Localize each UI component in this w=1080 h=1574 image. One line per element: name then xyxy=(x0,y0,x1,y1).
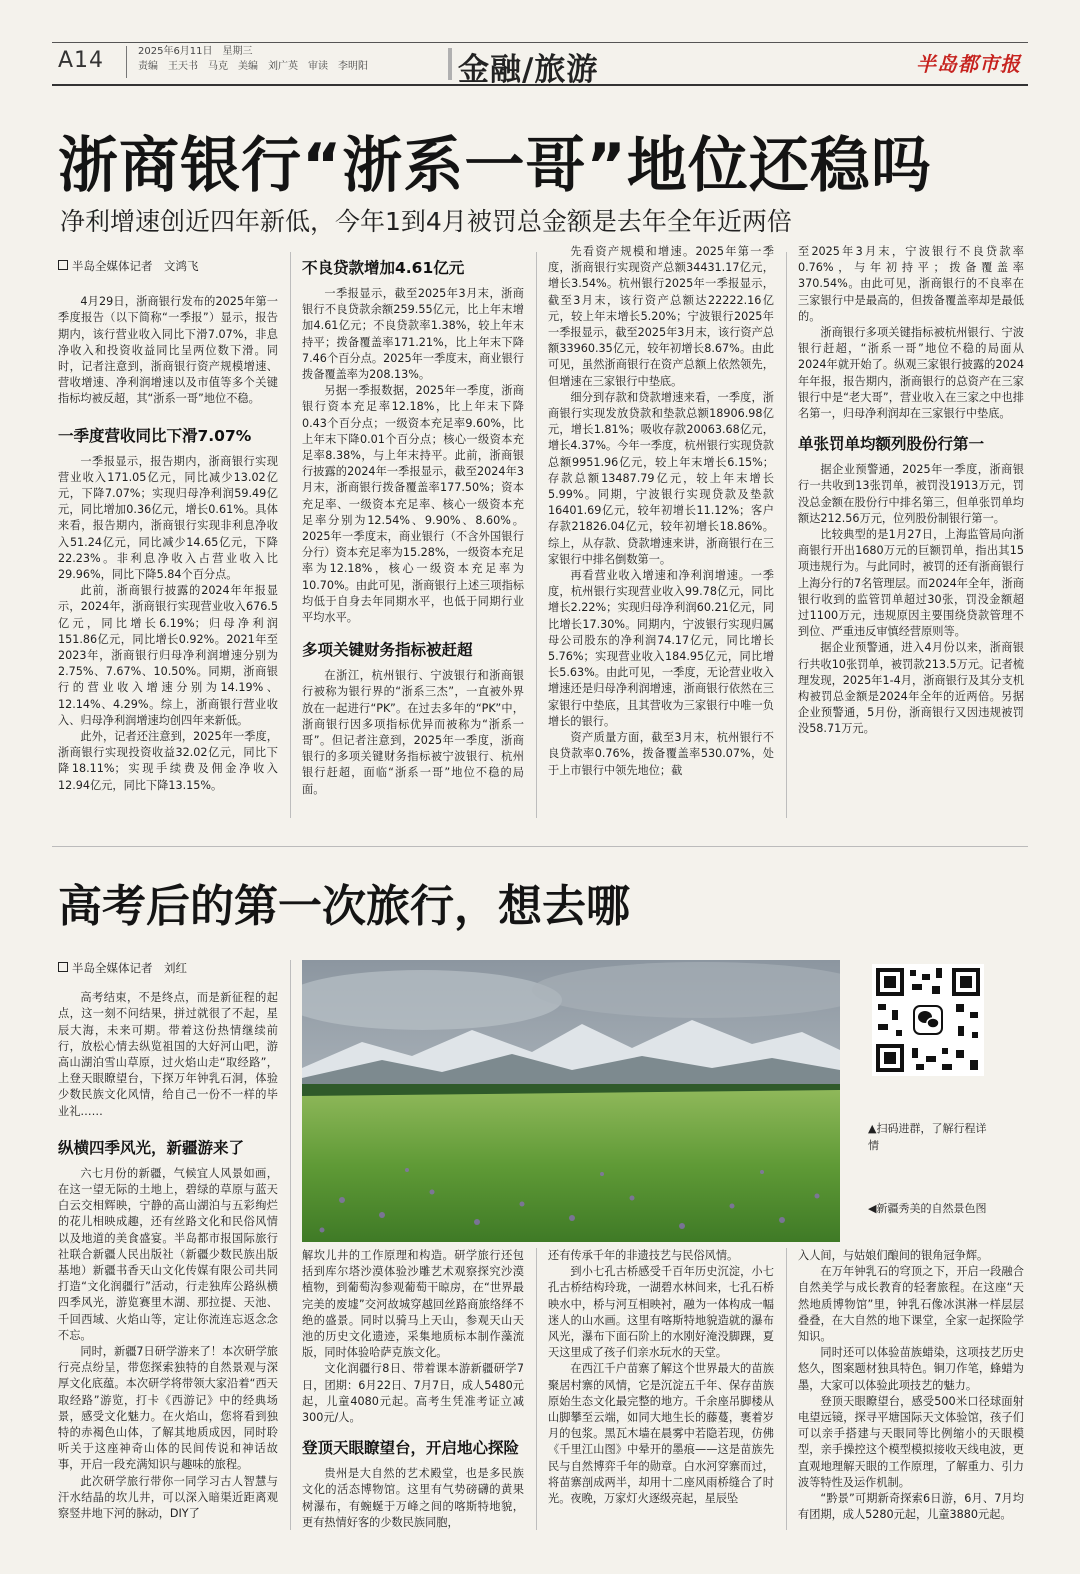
paragraph: 到小七孔古桥感受千百年历史沉淀，小七孔古桥结构玲珑，一湖碧水林间来，七孔石桥映水中，桥与河互相映衬，融为一体构成一幅迷人的山水画。这里有喀斯特地貌造就的瀑布风光，瀑布下面石阶上的水刚好淹没脚踝，夏天这里成了孩子们亲水玩水的天堂。 xyxy=(548,1265,774,1360)
paragraph: 高考结束，不是终点，而是新征程的起点，这一刻不问结果，拼过就很了不起，星辰大海，未来可期。带着这份热情继续前行，放松心情去纵览祖国的大好河山吧，游高山湖泊雪山草原，过火焰山走“取经路”，上登天眼瞭望台，下探万年钟乳石洞，体验少数民族文化风情，给自己一份不一样的毕业礼…… xyxy=(58,991,278,1118)
paragraph: 再看营业收入增速和净利润增速。一季度，杭州银行实现营业收入99.78亿元，同比增长2.22%；实现归母净利润60.21亿元，同比增长17.30%。同期内，宁波银行实现归属母公司股东的净利润74.17亿元，同比增长5.76%；实现营业收入184.95亿元，同比增长5.63%。由此可见，一季度，无论营业收入增速还是归母净利润增速，浙商银行依然在三家银行中垫底，且其营收为三家银行中唯一负增长的银行。 xyxy=(548,569,774,728)
column-rule xyxy=(536,252,537,818)
review-label: 审读 xyxy=(308,61,328,72)
header-divider xyxy=(126,46,127,78)
article1-subhead-overtaken: 多项关键财务指标被赶超 xyxy=(302,641,473,660)
article2-byline: 半岛全媒体记者 刘红 xyxy=(72,961,187,975)
issue-date: 2025年6月11日 xyxy=(138,46,213,57)
article1-column-3 xyxy=(548,244,774,779)
paragraph: 另据一季报数据，2025年一季度，浙商银行资本充足率12.18%，比上年末下降0.43个百分点；一级资本充足率9.60%，比上年末下降0.01个百分点；核心一级资本充足率8.38%，与上年末持平。此前，浙商银行披露的2024年一季报显示，截至2024年3月末，浙商银行拨备覆盖率177.50%；资本充足率、一级资本充足率、核心一级资本充足率分别为12.54%、9.90%、8.60%。2025年一季度末，商业银行（不含外国银行分行）资本充足率为15.28%，一级资本充足率为12.18%，核心一级资本充足率为10.70%。由此可见，浙商银行上述三项指标均低于自身去年同期水平，也低于同期行业平均水平。 xyxy=(302,384,524,625)
editor2-name: 马克 xyxy=(208,61,228,72)
paragraph: 先看资产规模和增速。2025年第一季度，浙商银行实现资产总额34431.17亿元，增长3.54%。杭州银行2025年一季报显示，截至3月末，该行资产总额达22222.16亿元，较上年末增长5.20%；宁波银行2025年一季报显示，截至2025年3月末，该行资产总额33960.35亿元，较年初增长8.67%。由此可见，虽然浙商银行在资产总额上依然领先，但增速在三家银行中垫底。 xyxy=(548,245,774,388)
header-top-rule xyxy=(52,42,1028,43)
paragraph: 还有传承千年的非遗技艺与民俗风情。 xyxy=(548,1249,739,1262)
paragraph: 比较典型的是1月27日，上海监管局向浙商银行开出1680万元的巨额罚单，指出其15项违规行为。与此同时，被罚的还有浙商银行上海分行的7名管理层。而2024年全年，浙商银行收到的监管罚单超过30张，罚没金额超过1100万元，违规原因主要围绕贷款管理不到位、严重违反审慎经营原则等。 xyxy=(798,528,1024,639)
paragraph: 在万年钟乳石的穹顶之下，开启一段融合自然美学与成长教育的轻奢旅程。在这座“天然地质博物馆”里，钟乳石像冰淇淋一样层层叠叠，在大自然的地下课堂，全家一起探险学知识。 xyxy=(798,1265,1024,1344)
paragraph: 同时，新疆7日研学游来了！本次研学旅行亮点纷呈，带您探索独特的自然景观与深厚文化底蕴。本次研学将带领大家沿着“西天取经路”游览，打卡《西游记》中的经典场景，感受文化魅力。在火焰山，您将看到独特的赤褐色山体，了解其地质成因，同时聆听关于这座神奇山体的民间传说和神话故事，开启一段充满知识与趣味的旅程。 xyxy=(58,1345,278,1472)
paragraph: 此前，浙商银行披露的2024年年报显示，2024年，浙商银行实现营业收入676.5亿元，同比增长6.19%；归母净利润151.86亿元，同比增长0.92%。2021年至2023年，浙商银行归母净利润增速分别为2.75%、7.67%、10.50%。同期，浙商银行的营业收入增速分别为14.19%、12.14%、4.29%。综上，浙商银行营业收入、归母净利润增速均创四年来新低。 xyxy=(58,584,278,727)
article1-column-2 xyxy=(302,258,524,798)
paragraph: 细分到存款和贷款增速来看，一季度，浙商银行实现发放贷款和垫款总额18906.98亿元，增长1.81%；吸收存款20063.68亿元，增长4.37%。今年一季度，杭州银行实现贷款总额9951.96亿元，较上年末增长6.15%；存款总额13487.79亿元，较上年末增长5.99%。同期，宁波银行实现贷款及垫款16401.69亿元，较年初增长11.12%；客户存款21826.04亿元，较年初增长18.86%。综上，从存款、贷款增速来讲，浙商银行在三家银行中排名倒数第一。 xyxy=(548,390,774,566)
article1-column-4 xyxy=(798,244,1024,738)
paragraph: 至2025年3月末，宁波银行不良贷款率0.76%，与年初持平；拨备覆盖率370.54%。由此可见，浙商银行的不良率在三家银行中是最高的，但拨备覆盖率却是最低的。 xyxy=(798,245,1024,323)
editor-name: 王天书 xyxy=(168,61,198,72)
paragraph: 此次研学旅行带你一同学习古人智慧与汗水结晶的坎儿井，可以深入暗渠近距离观察竖井地下河的脉动，DIY了 xyxy=(58,1474,278,1521)
paragraph: 在浙江，杭州银行、宁波银行和浙商银行被称为银行界的“浙系三杰”，一直被外界放在一起进行“PK”。在过去多年的“PK”中，浙商银行因多项指标优异而被称为“浙系一哥”。但记者注意到，2025年一季度，浙商银行的多项关键财务指标被宁波银行、杭州银行赶超，面临“浙系一哥”地位不稳的局面。 xyxy=(302,669,524,796)
article1-byline: 半岛全媒体记者 文鸿飞 xyxy=(72,259,199,273)
column-rule xyxy=(786,1248,787,1530)
review-name: 李明阳 xyxy=(338,61,368,72)
art-name: 刘广英 xyxy=(268,61,298,72)
article2-subhead-guizhou: 登顶天眼瞭望台，开启地心探险 xyxy=(302,1439,520,1458)
paragraph: 据企业预警通，进入4月份以来，浙商银行共收10张罚单，被罚款213.5万元。记者梳理发现，2025年1-4月，浙商银行及其分支机构被罚总金额是2024年全年的近两倍。另据企业预警通，5月份，浙商银行又因违规被罚没58.71万元。 xyxy=(798,641,1024,736)
section-bar xyxy=(448,48,452,80)
paragraph: 一季报显示，截至2025年3月末，浙商银行不良贷款余额259.55亿元，比上年末增加4.61亿元；不良贷款率1.38%，较上年末持平；拨备覆盖率171.21%，比上年末下降7.46个百分点。2025年一季度末，商业银行拨备覆盖率为208.13%。 xyxy=(302,287,524,382)
xinjiang-landscape-photo xyxy=(302,960,840,1242)
paragraph: 在西江千户苗寨了解这个世界最大的苗族聚居村寨的风情，它是沉淀五千年、保存苗族原始生态文化最完整的地方。千余座吊脚楼从山脚攀至云端，如同大地生长的藤蔓，裹着岁月的包浆。黑瓦木墙在晨雾中若隐若现，仿佛《千里江山图》中晕开的墨痕——这是苗族先民与自然博弈千年的勋章。白水河穿寨而过，将苗寨剖成两半，却用十二座风雨桥缝合了时光。夜晚，万家灯火逐级亮起，星辰坠 xyxy=(548,1362,774,1506)
article2-subhead-xinjiang: 纵横四季风光，新疆游来了 xyxy=(58,1138,245,1157)
paragraph: 贵州是大自然的艺术殿堂，也是多民族文化的活态博物馆。这里有气势磅礴的黄果树瀑布，有蜿蜒于万峰之间的喀斯特地貌，更有热情好客的少数民族同胞， xyxy=(302,1467,524,1529)
qr-caption: ▲扫码进群，了解行程详情 xyxy=(868,1122,987,1152)
article1-subtitle: 净利增速创近四年新低，今年1到4月被罚总金额是去年全年近两倍 xyxy=(60,207,792,236)
paragraph: 登顶天眼瞭望台，感受500米口径球面射电望远镜，探寻平塘国际天文体验馆，孩子们可以亲手搭建与天眼同等比例缩小的天眼模型，亲手操控这个模型模拟接收天线电波，更直观地理解天眼的工作原理，了解重力、引力波等特性及运作机制。 xyxy=(798,1394,1024,1489)
column-rule xyxy=(786,252,787,818)
article1-subhead-revenue: 一季度营收同比下滑7.07% xyxy=(58,426,252,445)
paragraph: 资产质量方面，截至3月末，杭州银行不良贷款率0.76%，拨备覆盖率530.07%，处于上市银行中领先地位；截 xyxy=(548,731,774,777)
article2-column-2 xyxy=(302,1248,524,1531)
article1-column-1 xyxy=(58,258,278,794)
section-title: 金融/旅游 xyxy=(458,52,599,88)
paragraph: 解坎儿井的工作原理和构造。研学旅行还包括到库尔塔沙漠体验沙雕艺术观察探究沙漠植物，到葡萄沟参观葡萄干晾房，在“世界最完美的废墟”交河故城穿越回丝路商旅络绎不绝的盛景。同时以骑马上天山，参观天山天池的历史文化遗迹，采集地质标本制作藻流版，同时体验哈萨克族文化。 xyxy=(302,1249,524,1360)
qr-code-icon xyxy=(872,964,984,1076)
paragraph: 入人间，与姑娘们酿间的银角冠争辉。 xyxy=(798,1249,989,1262)
issue-weekday: 星期三 xyxy=(222,46,253,57)
article2-headline: 高考后的第一次旅行，想去哪 xyxy=(58,881,630,932)
paragraph: “黔景”可期新奇探索6日游，6月、7月均有团期，成人5280元起，儿童3880元起。 xyxy=(798,1492,1024,1522)
paragraph: 据企业预警通，2025年一季度，浙商银行一共收到13张罚单，被罚没1913万元，罚没总金额在股份行中排名第三，但单张罚单均额达212.56万元，位列股份制银行第一。 xyxy=(798,463,1024,525)
page-number: A14 xyxy=(58,48,105,73)
paragraph: 一季报显示，报告期内，浙商银行实现营业收入171.05亿元，同比减少13.02亿元，下降7.07%；实现归母净利润59.49亿元，同比增加0.36亿元，增长0.61%。具体来看，报告期内，浙商银行实现非利息净收入51.24亿元，同比减少14.65亿元，下降22.23%。非利息净收入占营业收入比29.96%，同比下降5.84个百分点。 xyxy=(58,454,278,582)
column-rule xyxy=(290,960,291,1530)
article1-headline: 浙商银行“浙系一哥”地位还稳吗 xyxy=(58,131,932,201)
paragraph: 同时还可以体验苗族蜡染，这项技艺历史悠久，图案题材独具特色。铜刀作笔，蜂蜡为墨，大家可以体验此项技艺的魅力。 xyxy=(798,1346,1024,1392)
article2-column-3 xyxy=(548,1248,774,1507)
landscape-image xyxy=(302,960,840,1242)
column-rule xyxy=(290,252,291,818)
newspaper-logo: 半岛都市报 xyxy=(916,52,1021,76)
article1-subhead-npl: 不良贷款增加4.61亿元 xyxy=(302,259,465,277)
art-label: 美编 xyxy=(238,61,258,72)
header-meta xyxy=(138,44,378,74)
paragraph: 六七月份的新疆，气候宜人风景如画，在这一望无际的土地上，碧绿的草原与蓝天白云交相辉映，宁静的高山湖泊与五彩绚烂的花儿相映成趣，还有丝路文化和民俗风情以及地道的美食盛宴。半岛都市报国际旅行社联合新疆人民出版社（新疆少数民族出版基地）新疆书香天山文化传媒有限公司共同打造“文化润疆行”活动，行走独库公路纵横四季风光，游览赛里木湖、那拉提、天池、千回西域、火焰山等，定让你流连忘返念念不忘。 xyxy=(58,1166,278,1342)
byline-box-icon xyxy=(58,260,68,270)
qr-code[interactable] xyxy=(872,964,984,1076)
byline-box-icon xyxy=(58,962,68,972)
paragraph: 浙商银行多项关键指标被杭州银行、宁波银行赶超，“浙系一哥”地位不稳的局面从2024年就开始了。纵观三家银行披露的2024年年报，报告期内，浙商银行的总资产在三家银行中是“老大哥”，营业收入在三家之中也排名第一，归母净利润却在三家银行中垫底。 xyxy=(798,326,1024,421)
photo-caption: ◀新疆秀美的自然景色图 xyxy=(868,1202,987,1215)
paragraph: 4月29日，浙商银行发布的2025年第一季度报告（以下简称“一季报”）显示，报告期内，该行营业收入同比下滑7.07%，非息净收入和投资收益同比呈两位数下滑。同时，记者注意到，浙商银行资产规模增速、营收增速、净利润增速以及市值等多个关键指标均被反超，其“浙系一哥”地位不稳。 xyxy=(58,295,278,406)
article1-subhead-fines: 单张罚单均额列股份行第一 xyxy=(798,435,985,454)
editor-label: 责编 xyxy=(138,61,158,72)
paragraph: 文化润疆行8日、带着课本游新疆研学7日，团期：6月22日、7月7日，成人5480元起，儿童4080元起。高考生凭准考证立减300元/人。 xyxy=(302,1362,524,1425)
article2-intro-column xyxy=(58,960,278,1522)
paragraph: 此外，记者还注意到，2025年一季度，浙商银行实现投资收益32.02亿元，同比下降18.11%；实现手续费及佣金净收入12.94亿元，同比下降13.15%。 xyxy=(58,730,278,792)
article-separator xyxy=(52,846,1028,847)
column-rule xyxy=(536,1248,537,1530)
article2-column-4 xyxy=(798,1248,1024,1523)
